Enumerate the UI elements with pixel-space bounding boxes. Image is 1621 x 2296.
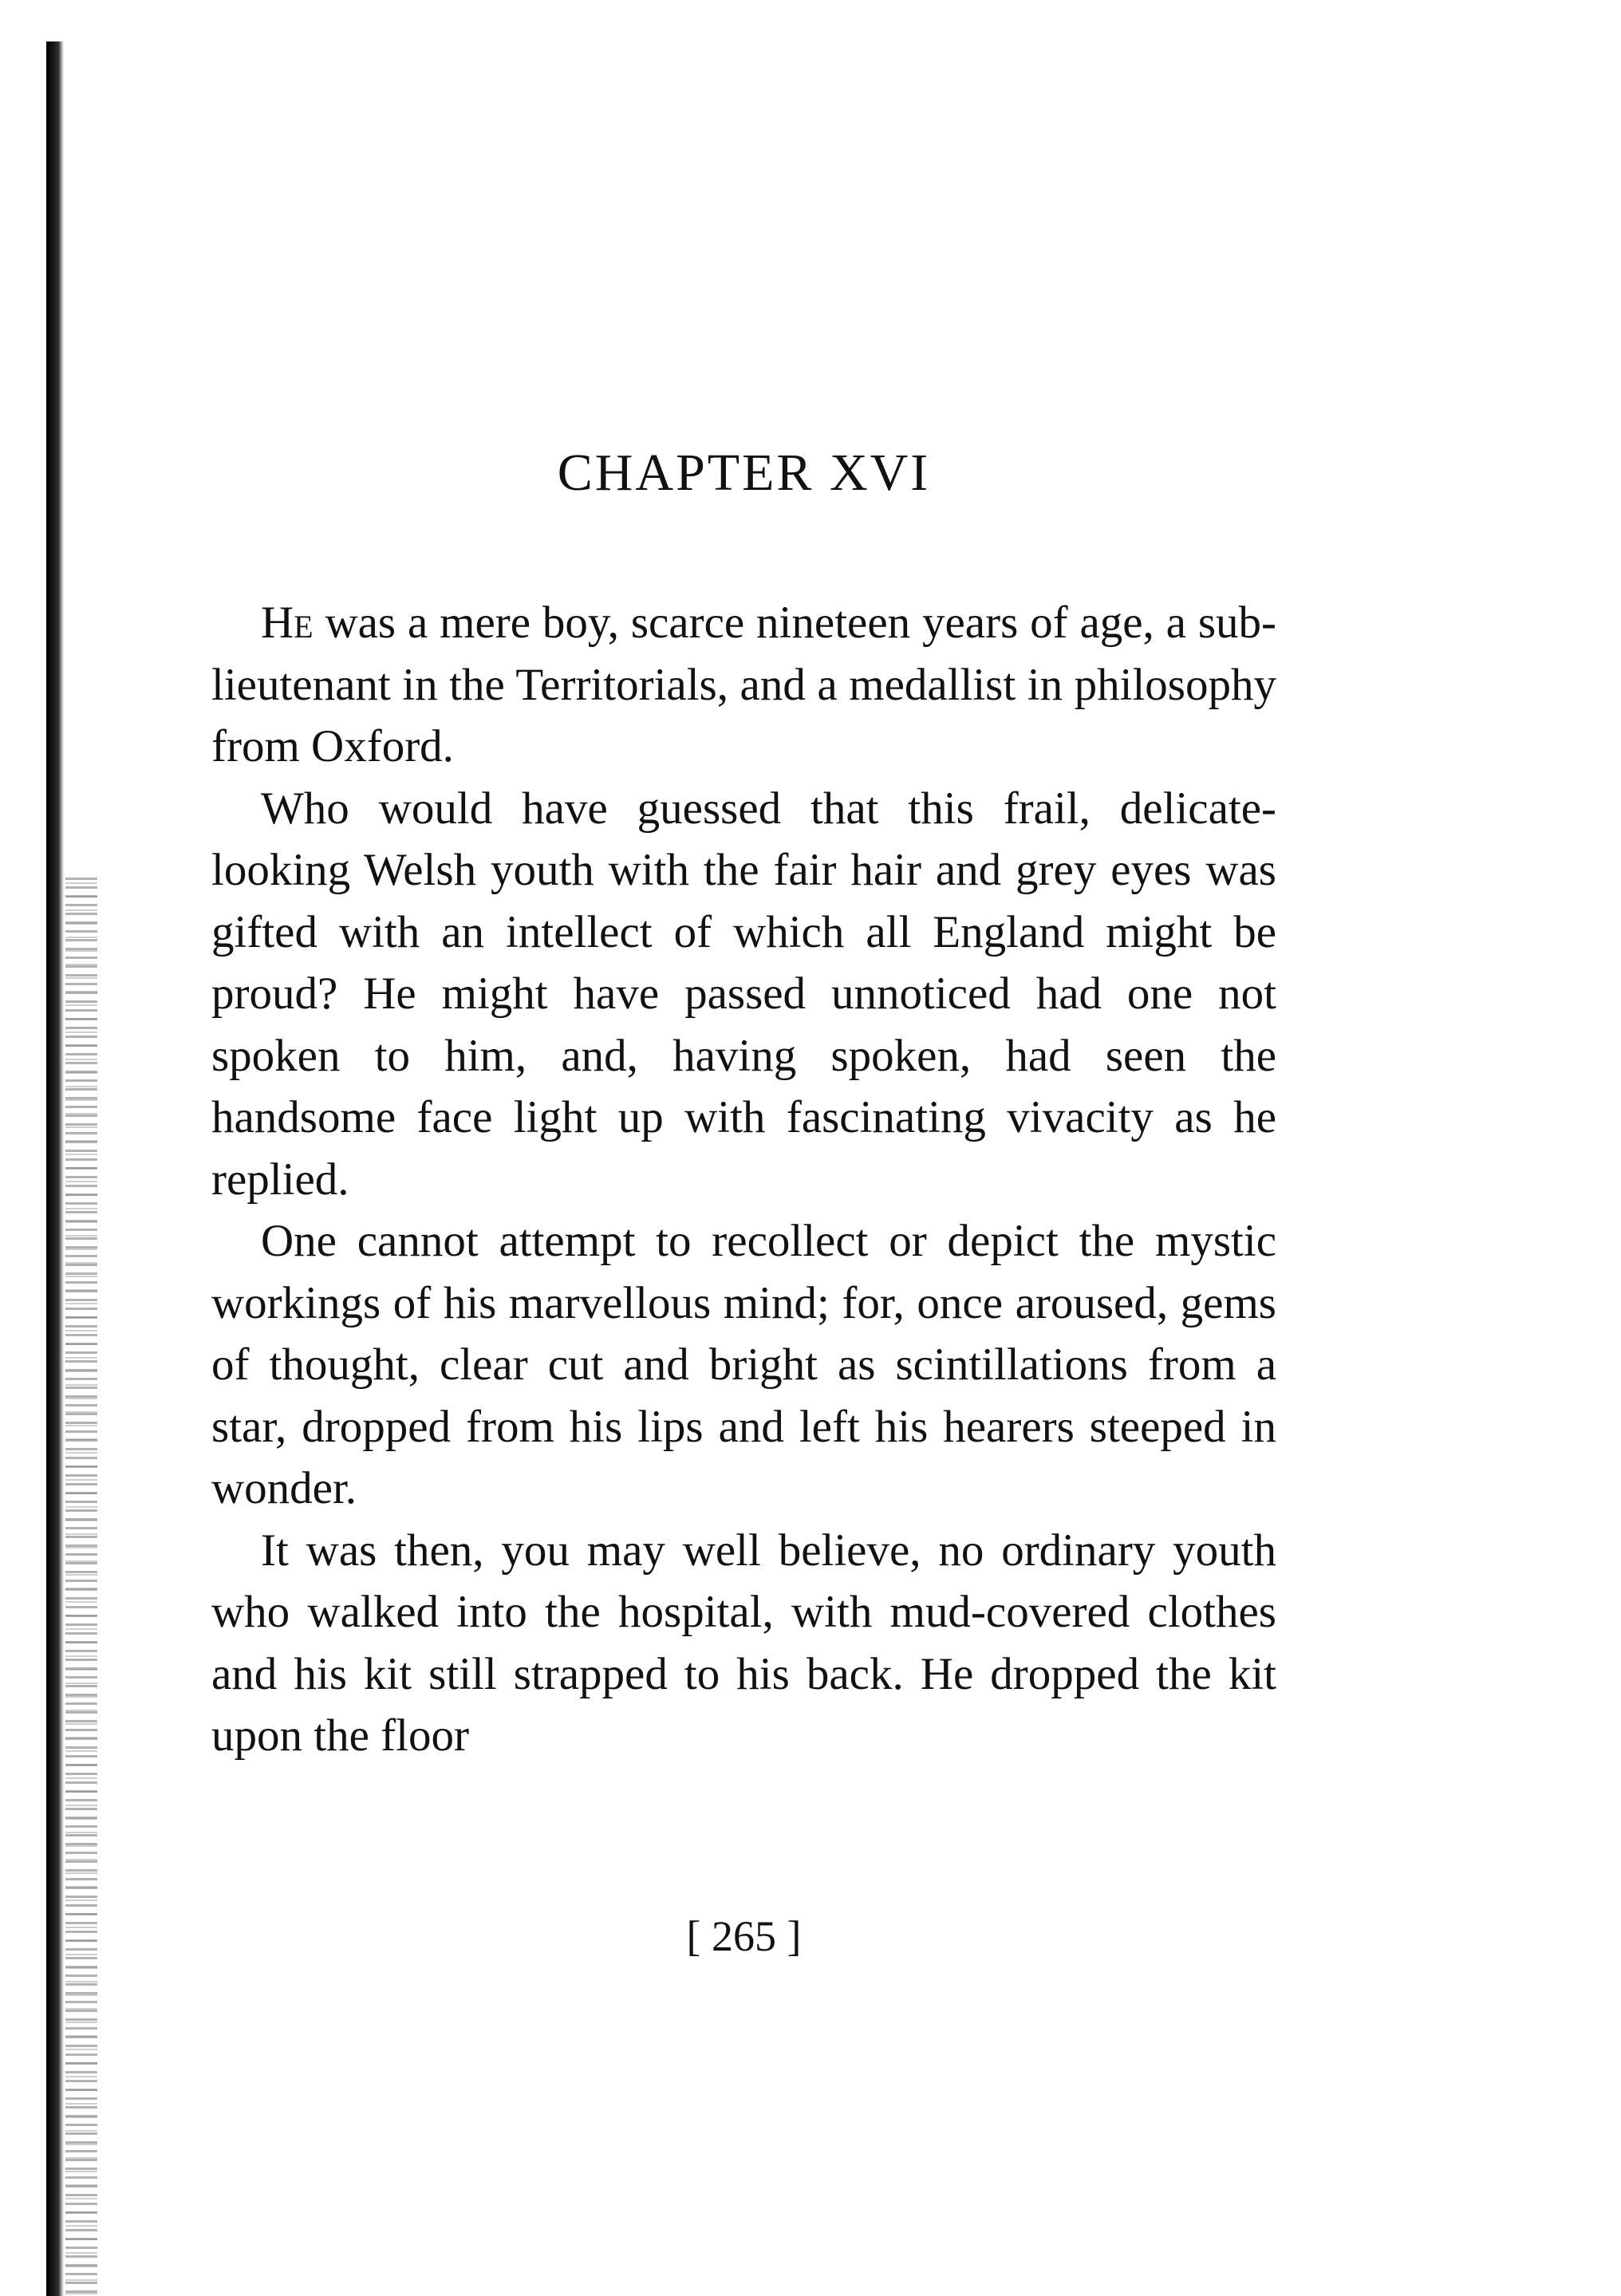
page-number: [ 265 ] [686, 1912, 802, 1960]
paragraph-1 [211, 592, 1276, 778]
page-gutter-speckle [65, 878, 97, 2296]
body-text [211, 592, 1276, 1767]
paragraph-1-lead: He [261, 598, 314, 648]
paragraph-2: Who would have guessed that this frail, delicate-looking Welsh youth with the fair hair and grey eyes was gifted with an intellect of which all England might be proud? He might have passed unnoticed had one not spoken to him, and, having spoken, had seen the handsome face light up with fascinating vivacity as he replied. [211, 783, 1276, 1205]
paragraph-4: It was then, you may well believe, no ordinary youth who walked into the hospital, with mud-covered clothes and his kit still strapped to his back. He dropped the kit upon the floor [211, 1525, 1276, 1761]
chapter-title: CHAPTER XVI [557, 444, 931, 502]
paragraph-3: One cannot attempt to recollect or depict the mystic workings of his marvellous mind; for, once aroused, gems of thought, clear cut and bright as scintillations from a star, dropped from his lips and left his hearers steeped in wonder. [211, 1216, 1276, 1513]
page-gutter-edge [46, 41, 64, 2296]
paragraph-1-text: was a mere boy, scarce nineteen years of age, a sub-lieutenant in the Territorials, and a medallist in philosophy from Oxford. [211, 598, 1276, 771]
